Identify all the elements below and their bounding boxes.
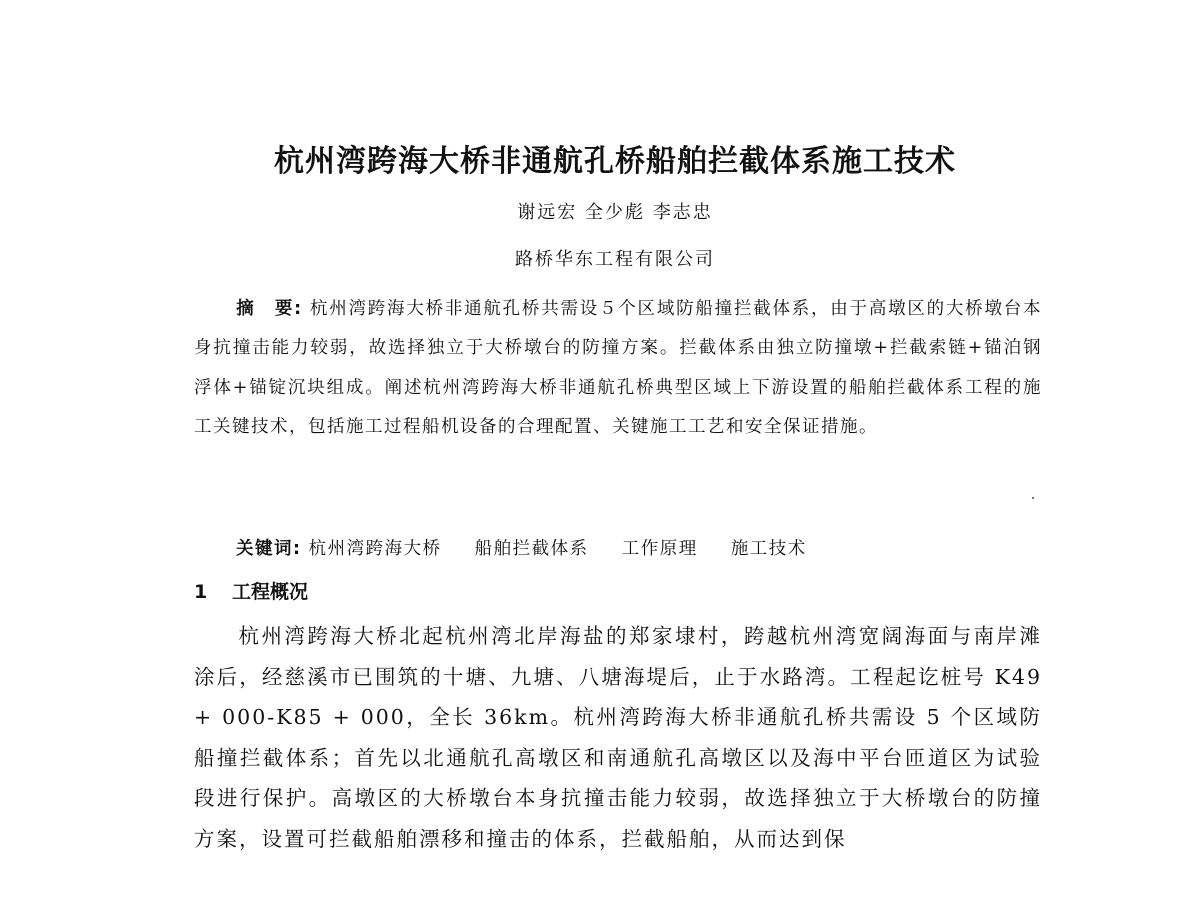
keyword: 施工技术 <box>730 539 807 559</box>
paper-affiliation: 路桥华东工程有限公司 <box>515 249 715 270</box>
paper-authors: 谢远宏 全少彪 李志忠 <box>517 202 713 223</box>
abstract-paragraph <box>194 290 1042 447</box>
paper-title: 杭州湾跨海大桥非通航孔桥船舶拦截体系施工技术 <box>274 144 956 179</box>
section-title: 工程概况 <box>232 581 309 603</box>
keyword: 杭州湾跨海大桥 <box>308 539 442 559</box>
keywords-label: 关键词: <box>236 539 302 559</box>
keyword: 工作原理 <box>621 539 698 559</box>
body-paragraph <box>194 616 1042 860</box>
abstract-text: 杭州湾跨海大桥非通航孔桥共需设５个区域防船撞拦截体系，由于高墩区的大桥墩台本身抗撞击能力较弱，故选择独立于大桥墩台的防撞方案。拦截体系由独立防撞墩+拦截索链+锚泊钢浮体+锚锭沉块组成。阐述杭州湾跨海大桥非通航孔桥典型区域上下游设置的船舶拦截体系工程的施工关键技术，包括施工过程船机设备的合理配置、关键施工工艺和安全保证措施。 <box>194 299 1042 437</box>
section-number: 1 <box>194 581 208 603</box>
scan-speck <box>1032 497 1034 499</box>
body-text: 杭州湾跨海大桥北起杭州湾北岸海盐的郑家埭村，跨越杭州湾宽阔海面与南岸滩涂后，经慈溪市已围筑的十塘、九塘、八塘海堤后，止于水路湾。工程起讫桩号 K49 + 000-K85 + 000，全长 36km。杭州湾跨海大桥非通航孔桥共需设 5 个区域防船撞拦截体系；首先以北通航孔高墩区和南通航孔高墩区以及海中平台匝道区为试验段进行保护。高墩区的大桥墩台本身抗撞击能力较弱，故选择独立于大桥墩台的防撞方案，设置可拦截船舶漂移和撞击的体系，拦截船舶，从而达到保 <box>194 624 1042 851</box>
keywords-line <box>236 534 1036 564</box>
section-heading <box>194 577 308 607</box>
abstract-label: 摘 要: <box>236 299 303 319</box>
keyword: 船舶拦截体系 <box>474 539 589 559</box>
